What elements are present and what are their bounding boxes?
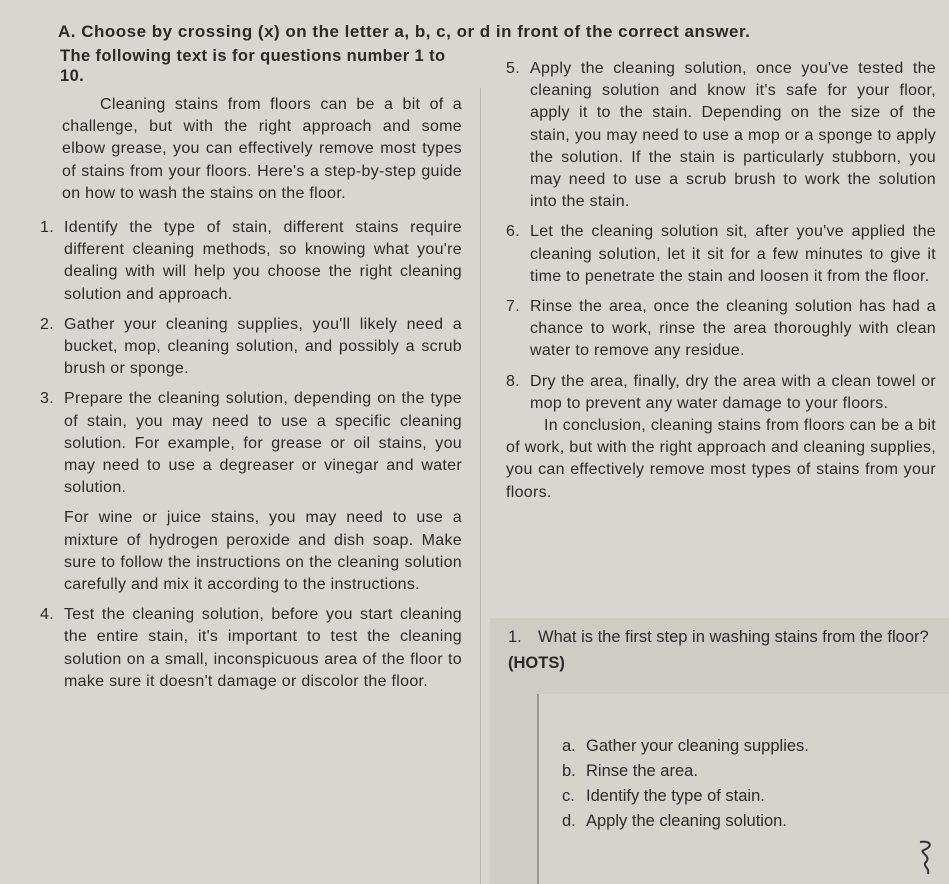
question-1: [508, 624, 948, 676]
step-text: Identify the type of stain, different stains require different cleaning methods, so knowing what you're dealing with will help you choose the right cleaning solution and approach.: [64, 219, 462, 303]
step-number: 6.: [506, 223, 520, 241]
step-number: 8.: [506, 372, 520, 390]
step-number: 1.: [40, 219, 54, 237]
option-text: Rinse the area.: [586, 762, 698, 780]
option-d[interactable]: [562, 809, 942, 834]
step-number: 2.: [40, 315, 54, 333]
option-letter[interactable]: d.: [562, 812, 576, 830]
column-divider: [480, 88, 481, 884]
step-text: Rinse the area, once the cleaning solution has had a chance to work, rinse the area thoroughly with clean water to remove any residue.: [530, 298, 936, 360]
step-text: Prepare the cleaning solution, depending on the type of stain, you may need to use a specific cleaning solution. For example, for grease or oil stains, you may need to use a degreaser or vinegar and water solution.: [64, 390, 462, 497]
step-text: Test the cleaning solution, before you start cleaning the entire stain, it's important to test the cleaning solution on a small, inconspicuous area of the floor to make sure it doesn't damage or discolor the floor.: [64, 606, 462, 690]
step-text: Gather your cleaning supplies, you'll likely need a bucket, mop, cleaning solution, and possibly a scrub brush or sponge.: [64, 315, 462, 378]
option-letter[interactable]: b.: [562, 762, 576, 780]
step-text: Dry the area, finally, dry the area with a clean towel or mop to prevent any water damage to your floors.: [530, 372, 936, 412]
step-text: For wine or juice stains, you may need to use a mixture of hydrogen peroxide and dish soap. Make sure to follow the instructions on the cleaning solution carefully and mix it according to the instructions.: [64, 509, 462, 594]
intro-paragraph: Cleaning stains from floors can be a bit of a challenge, but with the right approach and some elbow grease, you can effectively remove most types of stains from your floors. Here's a step-by-step guide on how to wash the stains on the floor.: [62, 96, 462, 202]
option-text: Apply the cleaning solution.: [586, 812, 787, 830]
step-number: 7.: [506, 298, 520, 316]
pencil-squiggle-icon: [916, 838, 938, 878]
option-letter[interactable]: a.: [562, 737, 576, 755]
option-c[interactable]: [562, 784, 942, 809]
step-5: [506, 58, 936, 213]
step-text: Let the cleaning solution sit, after you've applied the cleaning solution, let it sit for a few minutes to give it time to penetrate the stain and loosen it from the floor.: [530, 223, 936, 285]
reading-intro: The following text is for questions number 1 to 10.: [60, 47, 446, 85]
conclusion-paragraph: In conclusion, cleaning stains from floors can be a bit of work, but with the right approach and cleaning supplies, you can effectively remove most types of stains from your floors.: [506, 417, 936, 501]
option-letter[interactable]: c.: [562, 787, 575, 805]
right-column: [506, 58, 936, 504]
step-3: [40, 388, 462, 499]
left-column: [40, 94, 462, 693]
step-number: 5.: [506, 60, 520, 77]
step-3-continued: [40, 507, 462, 596]
step-8: [506, 371, 936, 415]
step-number: 3.: [40, 390, 54, 408]
option-b[interactable]: [562, 759, 942, 784]
step-text: Apply the cleaning solution, once you've tested the cleaning solution and know it's safe for your floor, apply it to the stain. Depending on the size of the stain, you may need to use a mop or a sponge to apply the solution. If the stain is particularly stubborn, you may need to use a scrub brush to work the solution into the stain.: [530, 60, 936, 211]
step-6: [506, 221, 936, 288]
step-2: [40, 314, 462, 381]
answer-options: [562, 734, 942, 834]
step-1: [40, 217, 462, 306]
hots-tag: (HOTS): [508, 654, 565, 672]
section-instruction: A. Choose by crossing (x) on the letter a, b, c, or d in front of the correct answer.: [58, 22, 751, 41]
step-number: 4.: [40, 606, 54, 624]
question-number: 1.: [508, 628, 522, 646]
option-text: Gather your cleaning supplies.: [586, 737, 809, 755]
step-4: [40, 604, 462, 693]
option-a[interactable]: [562, 734, 942, 759]
option-text: Identify the type of stain.: [586, 787, 765, 805]
step-7: [506, 296, 936, 363]
question-text: What is the first step in washing stains from the floor?: [538, 628, 929, 646]
